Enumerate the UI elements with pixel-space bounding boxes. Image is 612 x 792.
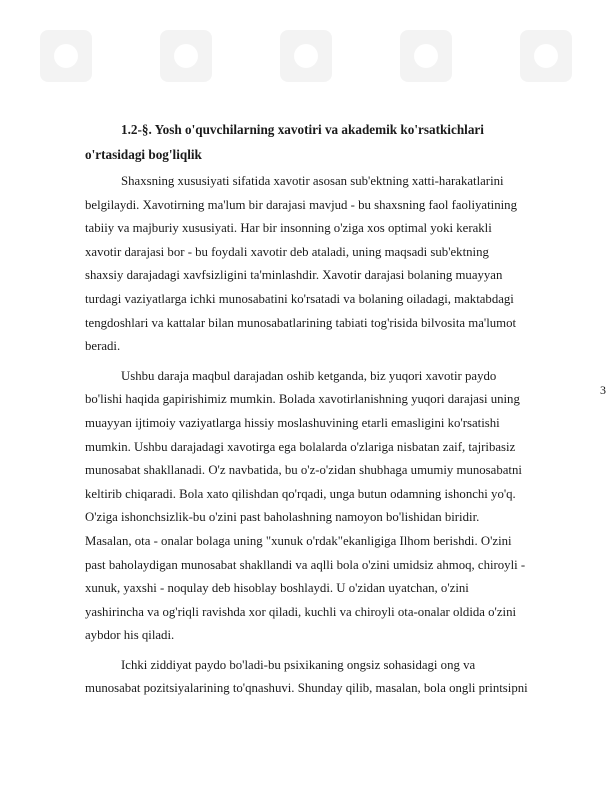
document-body xyxy=(85,117,573,707)
text-line: beradi. xyxy=(85,339,121,354)
text-line: munosabat pozitsiyalarining to'qnashuvi. Shunday qilib, masalan, bola ongli printsipni xyxy=(85,681,528,696)
heading-line: 1.2-§. Yosh o'quvchilarning xavotiri va akademik ko'rsatkichlari xyxy=(121,122,484,137)
watermark-logo-pattern xyxy=(0,10,612,100)
text-line: munosabat shakllanadi. O'z navbatida, bu o'z-o'zidan shubhaga umumiy munosabatni xyxy=(85,463,522,478)
text-line: keltirib chiqaradi. Bola xato qilishdan qo'rqadi, unga butun odamning ishonchi yo'q. xyxy=(85,486,516,501)
text-line: yashirincha va og'riqli ravishda xor qiladi, kuchli va chiroyli ota-onalar oldida o'zini xyxy=(85,604,517,619)
text-line: tabiiy va majburiy xususiyati. Har bir insonning o'ziga xos optimal yoki kerakli xyxy=(85,221,492,236)
paragraph xyxy=(85,654,573,701)
text-line: aybdor his qiladi. xyxy=(85,628,175,643)
text-line: tengdoshlari va kattalar bilan munosabatlarining tabiati tog'risida bilvosita ma'lumot xyxy=(85,315,517,330)
text-line: muayyan ijtimoiy vaziyatlarga hissiy moslashuvining etarli emasligini ko'rsatishi xyxy=(85,415,500,430)
paragraph xyxy=(85,170,573,359)
text-line: mumkin. Ushbu darajadagi xavotirga ega bolalarda o'zlariga nisbatan zaif, tajribasiz xyxy=(85,439,516,454)
text-line: shaxsiy darajadagi xavfsizligini ta'minlashdir. Xavotir darajasi bolaning muayyan xyxy=(85,268,503,283)
text-line: xavotir darajasi bor - bu foydali xavotir deb ataladi, uning maqsadi sub'ektning xyxy=(85,244,489,259)
text-line: bo'lishi haqida gapirishimiz mumkin. Bolada xavotirlanishning yuqori darajasi uning xyxy=(85,392,520,407)
text-line: Ushbu daraja maqbul darajadan oshib ketganda, biz yuqori xavotir paydo xyxy=(121,368,497,383)
text-line: Ichki ziddiyat paydo bo'ladi-bu psixikaning ongsiz sohasidagi ong va xyxy=(121,657,476,672)
text-line: Masalan, ota - onalar bolaga uning "xunuk o'rdak"ekanligiga Ilhom berishdi. O'zini xyxy=(85,533,512,548)
section-heading xyxy=(85,117,573,167)
text-line: Shaxsning xususiyati sifatida xavotir asosan sub'ektning xatti-harakatlarini xyxy=(121,174,504,188)
page-number: 3 xyxy=(600,383,606,397)
heading-line: o'rtasidagi bog'liqlik xyxy=(85,147,202,162)
text-line: xunuk, yaxshi - noqulay deb hisoblay boshlaydi. U o'zidan uyatchan, o'zini xyxy=(85,581,469,596)
paragraph xyxy=(85,365,573,648)
text-line: belgilaydi. Xavotirning ma'lum bir darajasi mavjud - bu shaxsning faol faoliyatining xyxy=(85,197,517,212)
text-line: past baholaydigan munosabat shakllandi va aqlli bola o'zini umidsiz ahmoq, chiroyli - xyxy=(85,557,526,572)
text-line: O'ziga ishonchsizlik-bu o'zini past baholashning namoyon bo'lishidan biridir. xyxy=(85,510,480,525)
text-line: turdagi vaziyatlarga ichki munosabatini ko'rsatadi va bolaning oiladagi, maktabdagi xyxy=(85,291,514,306)
